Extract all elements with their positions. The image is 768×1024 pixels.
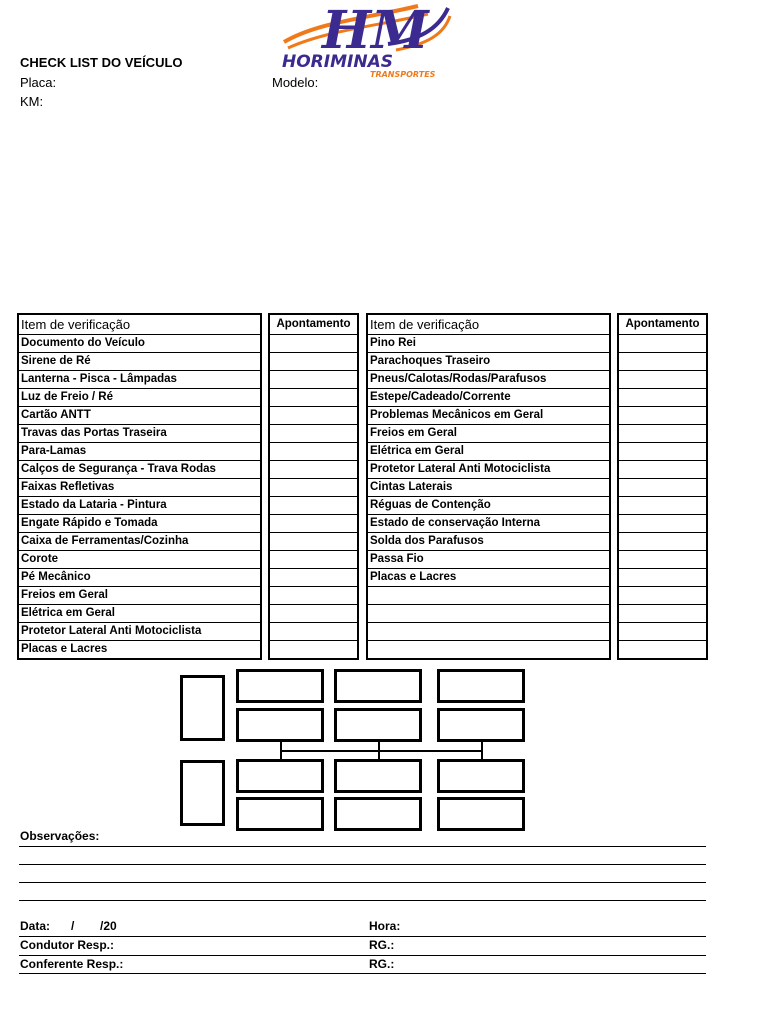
table-row: [619, 461, 707, 479]
observacoes-line[interactable]: [19, 846, 706, 847]
modelo-label: Modelo:: [272, 75, 319, 90]
logo-company: HORIMINAS: [282, 52, 393, 72]
table-row: [270, 479, 358, 497]
condutor-label: Condutor Resp.:: [20, 938, 114, 952]
apontamento-cell[interactable]: [619, 443, 707, 461]
table-row: [619, 587, 707, 605]
table-row: [619, 641, 707, 659]
conferente-line[interactable]: [19, 973, 706, 974]
table-row: [19, 641, 261, 659]
table-row: [368, 641, 610, 659]
table-row: [270, 569, 358, 587]
checklist-item: Estepe/Cadeado/Corrente: [368, 389, 610, 407]
table-row: [619, 551, 707, 569]
checklist-item: Faixas Refletivas: [19, 479, 261, 497]
table-row: [19, 569, 261, 587]
horiminas-logo: [278, 0, 452, 80]
table-row: [368, 479, 610, 497]
tire-box[interactable]: [334, 797, 422, 831]
table-row: [19, 389, 261, 407]
checklist-item: Placas e Lacres: [19, 641, 261, 659]
apontamento-cell[interactable]: [619, 587, 707, 605]
table-row: [19, 479, 261, 497]
apontamento-cell[interactable]: [270, 407, 358, 425]
data-label: Data:: [20, 919, 51, 933]
table-row: [19, 371, 261, 389]
table-row: [19, 605, 261, 623]
checklist-item: Corote: [19, 551, 261, 569]
table-row: [19, 335, 261, 353]
spare-tire-box-bottom[interactable]: [180, 760, 225, 826]
checklist-item: Luz de Freio / Ré: [19, 389, 261, 407]
tire-box[interactable]: [236, 759, 324, 793]
apontamento-cell[interactable]: [619, 389, 707, 407]
checklist-item: Engate Rápido e Tomada: [19, 515, 261, 533]
table-row: [19, 515, 261, 533]
table-row: [270, 623, 358, 641]
tire-box[interactable]: [236, 708, 324, 742]
apontamento-cell[interactable]: [270, 497, 358, 515]
checklist-item: Elétrica em Geral: [19, 605, 261, 623]
table-row: [619, 353, 707, 371]
table-row: [270, 407, 358, 425]
tire-box[interactable]: [437, 708, 525, 742]
apontamento-cell[interactable]: [619, 479, 707, 497]
table-row: [619, 605, 707, 623]
apontamento-cell[interactable]: [619, 371, 707, 389]
table-row: [270, 353, 358, 371]
observacoes-line[interactable]: [19, 900, 706, 901]
apontamento-cell[interactable]: [619, 515, 707, 533]
table-row: [270, 515, 358, 533]
checklist-item: Para-Lamas: [19, 443, 261, 461]
checklist-item: Solda dos Parafusos: [368, 533, 610, 551]
apontamento-cell[interactable]: [619, 335, 707, 353]
tire-box[interactable]: [334, 669, 422, 703]
logo-tagline: TRANSPORTES: [370, 70, 436, 79]
apontamento-cell[interactable]: [619, 569, 707, 587]
tire-box[interactable]: [334, 759, 422, 793]
checklist-item: Freios em Geral: [19, 587, 261, 605]
table-row: [270, 605, 358, 623]
table-row: [19, 407, 261, 425]
apontamento-cell[interactable]: [619, 551, 707, 569]
apontamento-cell[interactable]: [270, 605, 358, 623]
apontamento-cell[interactable]: [270, 479, 358, 497]
tire-box[interactable]: [334, 708, 422, 742]
tire-box[interactable]: [437, 797, 525, 831]
table-row: [19, 623, 261, 641]
table-row: [368, 533, 610, 551]
apontamento-cell[interactable]: [270, 353, 358, 371]
table-row: [368, 443, 610, 461]
apontamento-cell[interactable]: [619, 533, 707, 551]
table-row: [619, 389, 707, 407]
condutor-line[interactable]: [19, 955, 706, 956]
checklist-item: Estado de conservação Interna: [368, 515, 610, 533]
conferente-rg-label: RG.:: [369, 957, 395, 971]
checklist-item: Pino Rei: [368, 335, 610, 353]
checklist-item: Placas e Lacres: [368, 569, 610, 587]
table-row: [368, 353, 610, 371]
apontamento-header: Apontamento: [270, 315, 358, 335]
checklist-item: Protetor Lateral Anti Motociclista: [19, 623, 261, 641]
table-row: [368, 587, 610, 605]
tire-box[interactable]: [437, 759, 525, 793]
table-row: [19, 587, 261, 605]
table-row: [270, 425, 358, 443]
apontamento-cell[interactable]: [270, 515, 358, 533]
table-row: [270, 497, 358, 515]
data-slash: /: [71, 919, 75, 933]
table-row: [270, 587, 358, 605]
table-row: [19, 551, 261, 569]
checklist-item: [368, 587, 610, 605]
table-row: [19, 533, 261, 551]
table-row: [368, 371, 610, 389]
item-verificacao-header: Item de verificação: [19, 315, 261, 335]
checklist-item: Documento do Veículo: [19, 335, 261, 353]
checklist-item: Freios em Geral: [368, 425, 610, 443]
table-row: [368, 605, 610, 623]
data-year-suffix: /20: [100, 919, 117, 933]
apontamento-cell[interactable]: [270, 425, 358, 443]
apontamento-cell[interactable]: [619, 407, 707, 425]
km-label: KM:: [20, 94, 44, 109]
table-row: [19, 425, 261, 443]
checklist-item: Problemas Mecânicos em Geral: [368, 407, 610, 425]
placa-label: Placa:: [20, 75, 57, 90]
checklist-item: Pneus/Calotas/Rodas/Parafusos: [368, 371, 610, 389]
checklist-item: Parachoques Traseiro: [368, 353, 610, 371]
table-row: [619, 479, 707, 497]
item-verificacao-header: Item de verificação: [368, 315, 610, 335]
table-row: [270, 551, 358, 569]
right-apontamento-table: [618, 314, 707, 659]
apontamento-cell[interactable]: [270, 371, 358, 389]
left-checklist-table: [18, 314, 261, 659]
apontamento-cell[interactable]: [270, 587, 358, 605]
table-row: [368, 551, 610, 569]
apontamento-cell[interactable]: [270, 641, 358, 659]
conferente-label: Conferente Resp.:: [20, 957, 124, 971]
checklist-item: Pé Mecânico: [19, 569, 261, 587]
table-row: [270, 371, 358, 389]
observacoes-label: Observações:: [20, 829, 100, 843]
tire-box[interactable]: [236, 797, 324, 831]
table-row: [368, 623, 610, 641]
hora-label: Hora:: [369, 919, 401, 933]
table-row: [270, 335, 358, 353]
table-row: [270, 389, 358, 407]
table-row: [619, 569, 707, 587]
apontamento-cell[interactable]: [270, 389, 358, 407]
apontamento-cell[interactable]: [619, 497, 707, 515]
table-row: [368, 335, 610, 353]
condutor-rg-label: RG.:: [369, 938, 395, 952]
table-row: [270, 443, 358, 461]
apontamento-cell[interactable]: [270, 533, 358, 551]
apontamento-cell[interactable]: [270, 569, 358, 587]
table-row: [619, 533, 707, 551]
checklist-item: Cintas Laterais: [368, 479, 610, 497]
table-row: [619, 515, 707, 533]
apontamento-cell[interactable]: [619, 641, 707, 659]
table-row: [619, 425, 707, 443]
data-line[interactable]: [19, 936, 706, 937]
observacoes-line[interactable]: [19, 882, 706, 883]
apontamento-cell[interactable]: [270, 443, 358, 461]
checklist-item: Sirene de Ré: [19, 353, 261, 371]
table-row: [619, 623, 707, 641]
apontamento-cell[interactable]: [270, 623, 358, 641]
checklist-item: Lanterna - Pisca - Lâmpadas: [19, 371, 261, 389]
checklist-item: Réguas de Contenção: [368, 497, 610, 515]
table-row: [368, 389, 610, 407]
apontamento-cell[interactable]: [619, 605, 707, 623]
table-row: [368, 407, 610, 425]
checklist-item: Passa Fio: [368, 551, 610, 569]
table-row: [19, 443, 261, 461]
table-row: [19, 461, 261, 479]
checklist-item: Travas das Portas Traseira: [19, 425, 261, 443]
apontamento-cell[interactable]: [270, 335, 358, 353]
table-row: [368, 515, 610, 533]
table-row: [619, 371, 707, 389]
table-row: [270, 641, 358, 659]
apontamento-cell[interactable]: [270, 461, 358, 479]
apontamento-cell[interactable]: [270, 551, 358, 569]
table-row: [368, 497, 610, 515]
checklist-item: [368, 641, 610, 659]
axle-line: [280, 750, 483, 752]
table-row: [368, 425, 610, 443]
table-row: [619, 497, 707, 515]
tire-box[interactable]: [437, 669, 525, 703]
document-title: CHECK LIST DO VEÍCULO: [20, 55, 183, 70]
table-row: [19, 353, 261, 371]
apontamento-header: Apontamento: [619, 315, 707, 335]
table-row: [19, 497, 261, 515]
table-row: [619, 443, 707, 461]
left-apontamento-table: [269, 314, 358, 659]
table-row: [368, 569, 610, 587]
apontamento-cell[interactable]: [619, 623, 707, 641]
observacoes-line[interactable]: [19, 864, 706, 865]
logo-letters: HM: [322, 0, 429, 61]
spare-tire-box-top[interactable]: [180, 675, 225, 741]
apontamento-cell[interactable]: [619, 425, 707, 443]
tire-box[interactable]: [236, 669, 324, 703]
checklist-item: Protetor Lateral Anti Motociclista: [368, 461, 610, 479]
checklist-item: Cartão ANTT: [19, 407, 261, 425]
table-row: [270, 461, 358, 479]
apontamento-cell[interactable]: [619, 461, 707, 479]
checklist-item: Elétrica em Geral: [368, 443, 610, 461]
checklist-item: Caixa de Ferramentas/Cozinha: [19, 533, 261, 551]
checklist-item: Estado da Lataria - Pintura: [19, 497, 261, 515]
table-row: [619, 407, 707, 425]
table-row: [368, 461, 610, 479]
apontamento-cell[interactable]: [619, 353, 707, 371]
table-row: [270, 533, 358, 551]
checklist-item: [368, 605, 610, 623]
right-checklist-table: [367, 314, 610, 659]
table-row: [619, 335, 707, 353]
checklist-item: [368, 623, 610, 641]
checklist-item: Calços de Segurança - Trava Rodas: [19, 461, 261, 479]
